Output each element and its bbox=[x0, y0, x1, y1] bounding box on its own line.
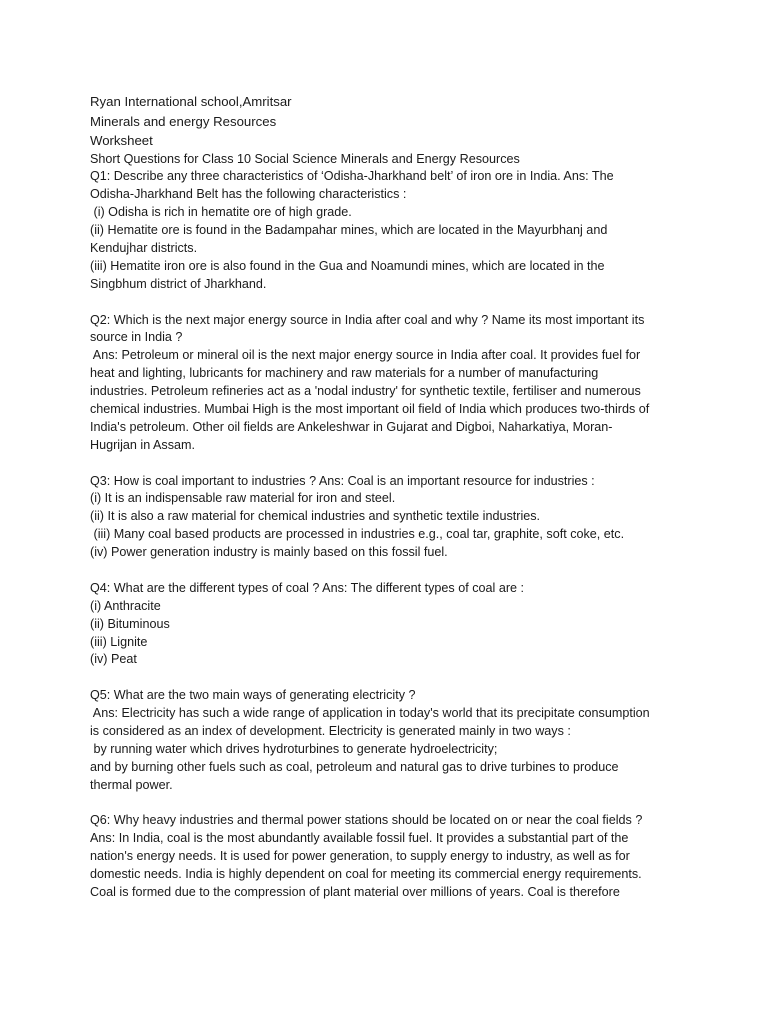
question-6 bbox=[90, 812, 690, 901]
paragraph-gap bbox=[90, 795, 690, 813]
q3-line: (iv) Power generation industry is mainly based on this fossil fuel. bbox=[90, 545, 448, 560]
q1-line: Odisha-Jharkhand Belt has the following characteristics : bbox=[90, 187, 407, 202]
question-3 bbox=[90, 473, 690, 562]
q3-line: (i) It is an indispensable raw material for iron and steel. bbox=[90, 491, 396, 506]
question-4 bbox=[90, 580, 690, 669]
q6-line: domestic needs. India is highly dependent on coal for meeting its commercial energy requirements. bbox=[90, 867, 642, 882]
worksheet-body bbox=[90, 92, 690, 902]
q4-line: (iii) Lignite bbox=[90, 634, 148, 649]
q4-line: (iv) Peat bbox=[90, 652, 137, 667]
paragraph-gap bbox=[90, 669, 690, 687]
q3-line: (iii) Many coal based products are processed in industries e.g., coal tar, graphite, soft coke, etc. bbox=[90, 527, 625, 542]
q1-line: (i) Odisha is rich in hematite ore of high grade. bbox=[90, 205, 352, 220]
q1-line: Singbhum district of Jharkhand. bbox=[90, 276, 267, 291]
q5-line: by running water which drives hydroturbines to generate hydroelectricity; bbox=[90, 741, 498, 756]
q5-line: is considered as an index of development. Electricity is generated mainly in two ways : bbox=[90, 724, 571, 738]
q5-line: Q5: What are the two main ways of generating electricity ? bbox=[90, 688, 416, 703]
q6-line: Q6: Why heavy industries and thermal power stations should be located on or near the coal fields ? bbox=[90, 813, 643, 828]
q2-line: heat and lighting, lubricants for machinery and raw materials for a number of manufacturing bbox=[90, 366, 599, 381]
q2-line: chemical industries. Mumbai High is the most important oil field of India which produces two-thirds of bbox=[90, 401, 650, 416]
q2-line: source in India ? bbox=[90, 330, 183, 345]
paragraph-gap bbox=[90, 562, 690, 580]
q1-line: Q1: Describe any three characteristics of ‘Odisha-Jharkhand belt’ of iron ore in India. Ans: The bbox=[90, 169, 614, 184]
q1-line: (iii) Hematite iron ore is also found in the Gua and Noamundi mines, which are located in the bbox=[90, 258, 605, 273]
paragraph-gap bbox=[90, 294, 690, 312]
q4-line: (ii) Bituminous bbox=[90, 616, 170, 631]
q4-line: Q4: What are the different types of coal ? Ans: The different types of coal are : bbox=[90, 580, 525, 595]
question-5 bbox=[90, 687, 690, 794]
q5-line: and by burning other fuels such as coal, petroleum and natural gas to drive turbines to produce bbox=[90, 759, 619, 774]
school-name: Ryan International school,Amritsar bbox=[90, 94, 292, 109]
q2-line: Hugrijan in Assam. bbox=[90, 437, 195, 452]
q1-line: (ii) Hematite ore is found in the Badampahar mines, which are located in the Mayurbhanj and bbox=[90, 223, 608, 238]
q2-line: industries. Petroleum refineries act as a 'nodal industry' for synthetic textile, fertiliser and numerous bbox=[90, 384, 641, 399]
q6-line: Coal is formed due to the compression of plant material over millions of years. Coal is therefore bbox=[90, 885, 620, 900]
chapter-title: Minerals and energy Resources bbox=[90, 113, 277, 129]
q4-line: (i) Anthracite bbox=[90, 598, 161, 613]
worksheet-intro: Short Questions for Class 10 Social Science Minerals and Energy Resources bbox=[90, 151, 520, 166]
q2-line: Q2: Which is the next major energy source in India after coal and why ? Name its most important its bbox=[90, 312, 645, 327]
q3-line: Q3: How is coal important to industries ? Ans: Coal is an important resource for industries : bbox=[90, 473, 595, 488]
paragraph-gap bbox=[90, 455, 690, 473]
q6-line: nation's energy needs. It is used for power generation, to supply energy to industry, as well as for bbox=[90, 849, 630, 864]
q1-line: Kendujhar districts. bbox=[90, 240, 198, 255]
q5-line: thermal power. bbox=[90, 777, 173, 792]
q2-line: Ans: Petroleum or mineral oil is the next major energy source in India after coal. It provides fuel for bbox=[90, 348, 641, 363]
q6-line: Ans: In India, coal is the most abundantly available fossil fuel. It provides a substantial part of the bbox=[90, 831, 629, 846]
q5-line: Ans: Electricity has such a wide range of application in today's world that its precipitate consumption bbox=[90, 706, 650, 721]
q2-line: India's petroleum. Other oil fields are Ankeleshwar in Gujarat and Digboi, Naharkatiya, Moran- bbox=[90, 419, 613, 434]
q3-line: (ii) It is also a raw material for chemical industries and synthetic textile industries. bbox=[90, 509, 541, 524]
question-2 bbox=[90, 312, 690, 455]
question-1 bbox=[90, 168, 690, 293]
document-type: Worksheet bbox=[90, 133, 153, 148]
